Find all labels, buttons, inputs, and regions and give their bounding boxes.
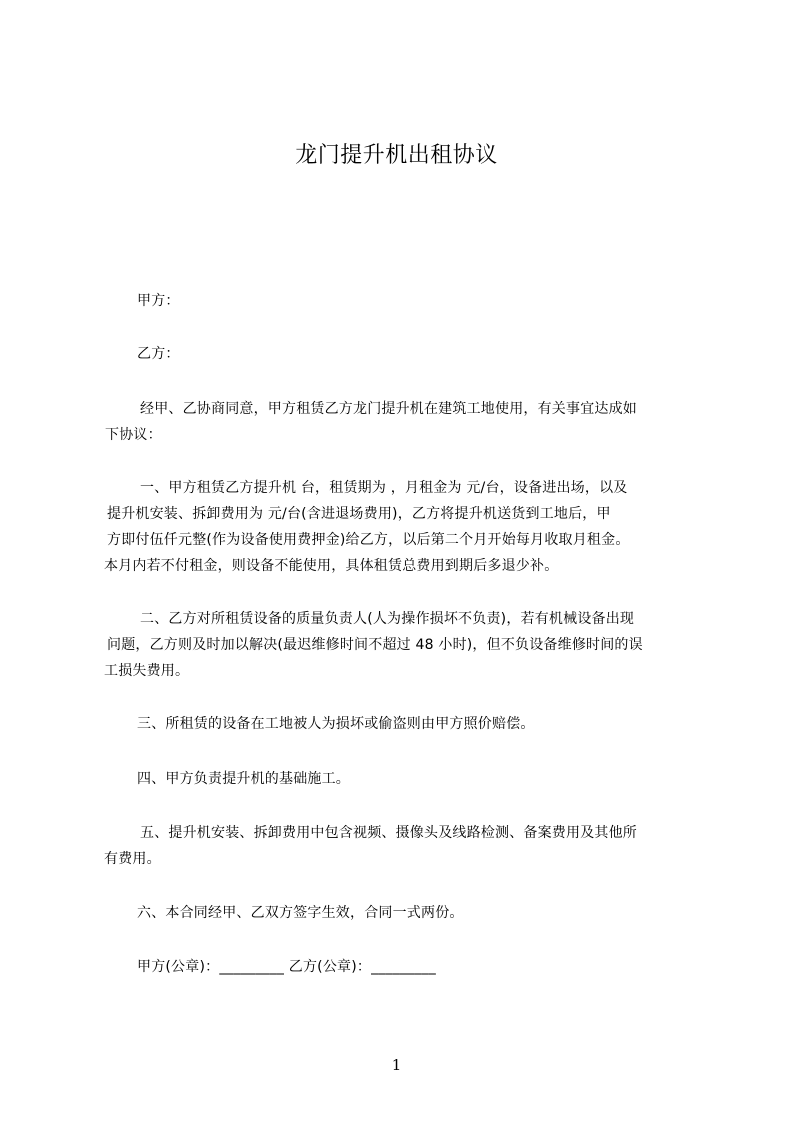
clause-5-line-2: 有费用。 [104, 851, 161, 867]
clause-2-line-3: 工损失费用。 [104, 663, 190, 679]
clause-6: 六、本合同经甲、乙双方签字生效，合同一式两份。 [137, 905, 464, 921]
intro-line-1: 经甲、乙协商同意，甲方租赁乙方龙门提升机在建筑工地使用，有关事宜达成如 [140, 401, 637, 417]
clause-1-line-2: 提升机安装、拆卸费用为 元/台(含进退场费用)，乙方将提升机送货到工地后，甲 [107, 506, 611, 522]
intro-line-2: 下协议： [105, 427, 162, 443]
document-title: 龙门提升机出租协议 [295, 143, 498, 168]
clause-5-line-1: 五、提升机安装、拆卸费用中包含视频、摄像头及线路检测、备案费用及其他所 [140, 825, 637, 841]
party-a-label: 甲方： [137, 293, 180, 309]
clause-1-line-3: 方即付伍仟元整(作为设备使用费押金)给乙方，以后第二个月开始每月收取月租金。 [107, 532, 630, 548]
page-number: 1 [391, 1056, 402, 1074]
party-b-label: 乙方： [137, 346, 180, 362]
clause-4: 四、甲方负责提升机的基础施工。 [137, 771, 350, 787]
clause-1-line-1: 一、甲方租赁乙方提升机 台，租赁期为 ，月租金为 元/台，设备进出场，以及 [140, 480, 628, 496]
clause-2-line-1: 二、乙方对所租赁设备的质量负责人(人为操作损坏不负责)，若有机械设备出现 [140, 611, 635, 627]
clause-1-line-4: 本月内若不付租金，则设备不能使用，具体租赁总费用到期后多退少补。 [104, 558, 559, 574]
signature-line: 甲方(公章)：_________ 乙方(公章)：_________ [137, 959, 436, 975]
clause-2-line-2: 问题，乙方则及时加以解决(最迟维修时间不超过 48 小时)，但不负设备维修时间的误 [107, 637, 643, 653]
clause-3: 三、所租赁的设备在工地被人为损坏或偷盗则由甲方照价赔偿。 [137, 716, 535, 732]
